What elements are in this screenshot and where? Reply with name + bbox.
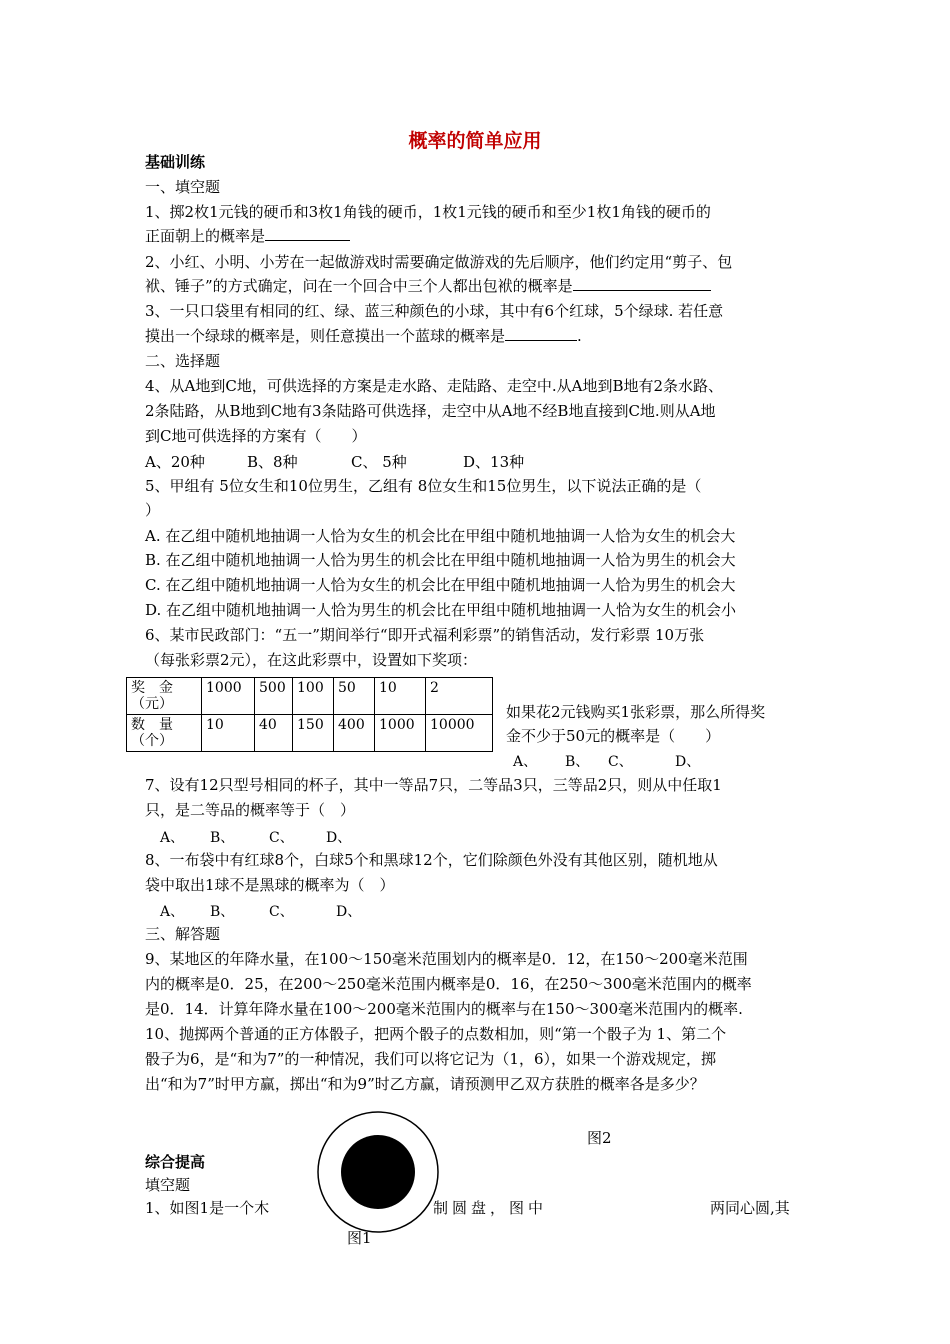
q8-line1: 8、一布袋中有红球8个，白球5个和黑球12个，它们除颜色外没有其他区别，随机地从 xyxy=(145,851,718,869)
adv-q1-part2: 制圆盘，图中 xyxy=(433,1199,548,1217)
q1-text: 正面朝上的概率是 xyxy=(145,227,266,245)
q7-line1: 7、设有12只型号相同的杯子，其中一等品7只，二等品3只，三等品2只，则从中任取1 xyxy=(145,776,722,794)
q6-options xyxy=(513,751,700,771)
q8-options xyxy=(160,901,361,921)
q6-side-line1: 如果花2元钱购买1张彩票，那么所得奖 xyxy=(506,703,766,721)
q3-period: . xyxy=(577,327,582,345)
table-cell: 100 xyxy=(293,678,334,715)
table-row xyxy=(127,678,493,715)
q5-option-d[interactable]: D. 在乙组中随机地抽调一人恰为男生的机会比在甲组中随机地抽调一人恰为女生的机会小 xyxy=(145,601,737,619)
q4-line3: 到C地可供选择的方案有（ ） xyxy=(145,427,367,445)
q4-option-d[interactable]: D、13种 xyxy=(463,453,525,471)
table-cell: 10 xyxy=(375,678,426,715)
q4-option-b[interactable]: B、8种 xyxy=(247,453,298,471)
table-cell: 10000 xyxy=(426,715,493,752)
q3-answer-blank[interactable] xyxy=(505,324,577,341)
q4-line1: 4、从A地到C地，可供选择的方案是走水路、走陆路、走空中.从A地到B地有2条水路、 xyxy=(145,377,724,395)
table-cell: 150 xyxy=(293,715,334,752)
q8-option-b[interactable]: B、 xyxy=(210,904,235,920)
q9-line2: 内的概率是0．25，在200～250毫米范围内概率是0．16，在250～300毫米范围内的概率 xyxy=(145,975,752,993)
table-header-cell: 奖 金（元） xyxy=(127,678,202,715)
q2-line2 xyxy=(145,274,810,298)
table-cell: 40 xyxy=(255,715,293,752)
table-cell: 400 xyxy=(334,715,375,752)
table-header-cell: 数 量（个） xyxy=(127,715,202,752)
adv-q1-part3: 两同心圆,其 xyxy=(710,1199,790,1217)
q4-options xyxy=(145,450,810,474)
q4-option-c[interactable]: C、 5种 xyxy=(351,453,407,471)
table-cell: 1000 xyxy=(202,678,255,715)
q4-option-a[interactable]: A、20种 xyxy=(145,453,205,471)
figure-1-caption: 图1 xyxy=(347,1229,372,1247)
q7-line2: 只，是二等品的概率等于（ ） xyxy=(145,801,356,819)
table-cell: 500 xyxy=(255,678,293,715)
q9-line1: 9、某地区的年降水量，在100～150毫米范围划内的概率是0．12，在150～200毫米范围 xyxy=(145,950,748,968)
page-title: 概率的简单应用 xyxy=(408,130,542,152)
q6-line1: 6、某市民政部门：“五一”期间举行“即开式福利彩票”的销售活动，发行彩票 10万张 xyxy=(145,626,705,644)
q7-options xyxy=(160,827,351,847)
q10-line2: 骰子为6，是“和为7”的一种情况，我们可以将它记为（1，6），如果一个游戏规定，掷 xyxy=(145,1050,717,1068)
q7-option-a[interactable]: A、 xyxy=(160,830,185,846)
prize-table xyxy=(126,677,493,752)
q10-line1: 10、抛掷两个普通的正方体骰子，把两个骰子的点数相加，则“第一个骰子为 1、第二个 xyxy=(145,1025,727,1043)
table-cell: 50 xyxy=(334,678,375,715)
q6-option-a[interactable]: A、 xyxy=(513,754,538,770)
section-choice: 二、选择题 xyxy=(145,352,221,370)
q2-line1: 2、小红、小明、小芳在一起做游戏时需要确定做游戏的先后顺序，他们约定用“剪子、包 xyxy=(145,253,733,271)
q8-option-d[interactable]: D、 xyxy=(336,904,362,920)
q4-line2: 2条陆路，从B地到C地有3条陆路可供选择，走空中从A地不经B地直接到C地.则从A地 xyxy=(145,402,716,420)
q8-option-c[interactable]: C、 xyxy=(269,904,294,920)
q3-line1: 3、一只口袋里有相同的红、绿、蓝三种颜色的小球，其中有6个红球，5个绿球. 若任意 xyxy=(145,302,724,320)
q5-line1: 5、甲组有 5位女生和10位男生，乙组有 8位女生和15位男生，以下说法正确的是（ xyxy=(145,477,702,495)
q6-side-line2: 金不少于50元的概率是（ ） xyxy=(506,727,721,745)
q9-line3: 是0．14．计算年降水量在100～200毫米范围内的概率与在150～300毫米范围内的概率. xyxy=(145,1000,743,1018)
q5-option-a[interactable]: A. 在乙组中随机地抽调一人恰为女生的机会比在甲组中随机地抽调一人恰为女生的机会大 xyxy=(145,527,736,545)
q3-text: 摸出一个绿球的概率是，则任意摸出一个蓝球的概率是 xyxy=(145,327,506,345)
q6-option-b[interactable]: B、 xyxy=(565,754,590,770)
figure-2-caption: 图2 xyxy=(587,1129,612,1147)
section-basic-training: 基础训练 xyxy=(145,153,206,171)
q5-option-b[interactable]: B. 在乙组中随机地抽调一人恰为男生的机会比在甲组中随机地抽调一人恰为男生的机会大 xyxy=(145,551,736,569)
section-fill-blank-2: 填空题 xyxy=(145,1176,191,1194)
table-row xyxy=(127,715,493,752)
q1-line2 xyxy=(145,224,810,248)
q6-option-c[interactable]: C、 xyxy=(608,754,633,770)
table-cell: 1000 xyxy=(375,715,426,752)
q2-answer-blank[interactable] xyxy=(573,274,711,291)
table-cell: 10 xyxy=(202,715,255,752)
section-solve: 三、解答题 xyxy=(145,925,221,943)
section-fill-blank: 一、填空题 xyxy=(145,178,221,196)
q6-line2: （每张彩票2元），在这此彩票中，设置如下奖项： xyxy=(145,651,478,669)
q8-line2: 袋中取出1球不是黑球的概率为（ ） xyxy=(145,876,395,894)
q5-option-c[interactable]: C. 在乙组中随机地抽调一人恰为女生的机会比在甲组中随机地抽调一人恰为男生的机会大 xyxy=(145,576,736,594)
q2-text: 袱、锤子”的方式确定，问在一个回合中三个人都出包袱的概率是 xyxy=(145,277,573,295)
q1-answer-blank[interactable] xyxy=(265,224,350,241)
q5-line2: ） xyxy=(145,501,161,519)
q6-option-d[interactable]: D、 xyxy=(675,754,701,770)
q7-option-c[interactable]: C、 xyxy=(269,830,294,846)
q7-option-d[interactable]: D、 xyxy=(326,830,352,846)
q8-option-a[interactable]: A、 xyxy=(160,904,185,920)
adv-q1-part1: 1、如图1是一个木 xyxy=(145,1199,270,1217)
section-advanced: 综合提高 xyxy=(145,1153,206,1171)
q3-line2 xyxy=(145,324,810,348)
q7-option-b[interactable]: B、 xyxy=(210,830,235,846)
q1-line1: 1、掷2枚1元钱的硬币和3枚1角钱的硬币，1枚1元钱的硬币和至少1枚1角钱的硬币的 xyxy=(145,203,711,221)
table-cell: 2 xyxy=(426,678,493,715)
q10-line3: 出“和为7”时甲方赢，掷出“和为9”时乙方赢，请预测甲乙双方获胜的概率各是多少？ xyxy=(145,1075,705,1093)
